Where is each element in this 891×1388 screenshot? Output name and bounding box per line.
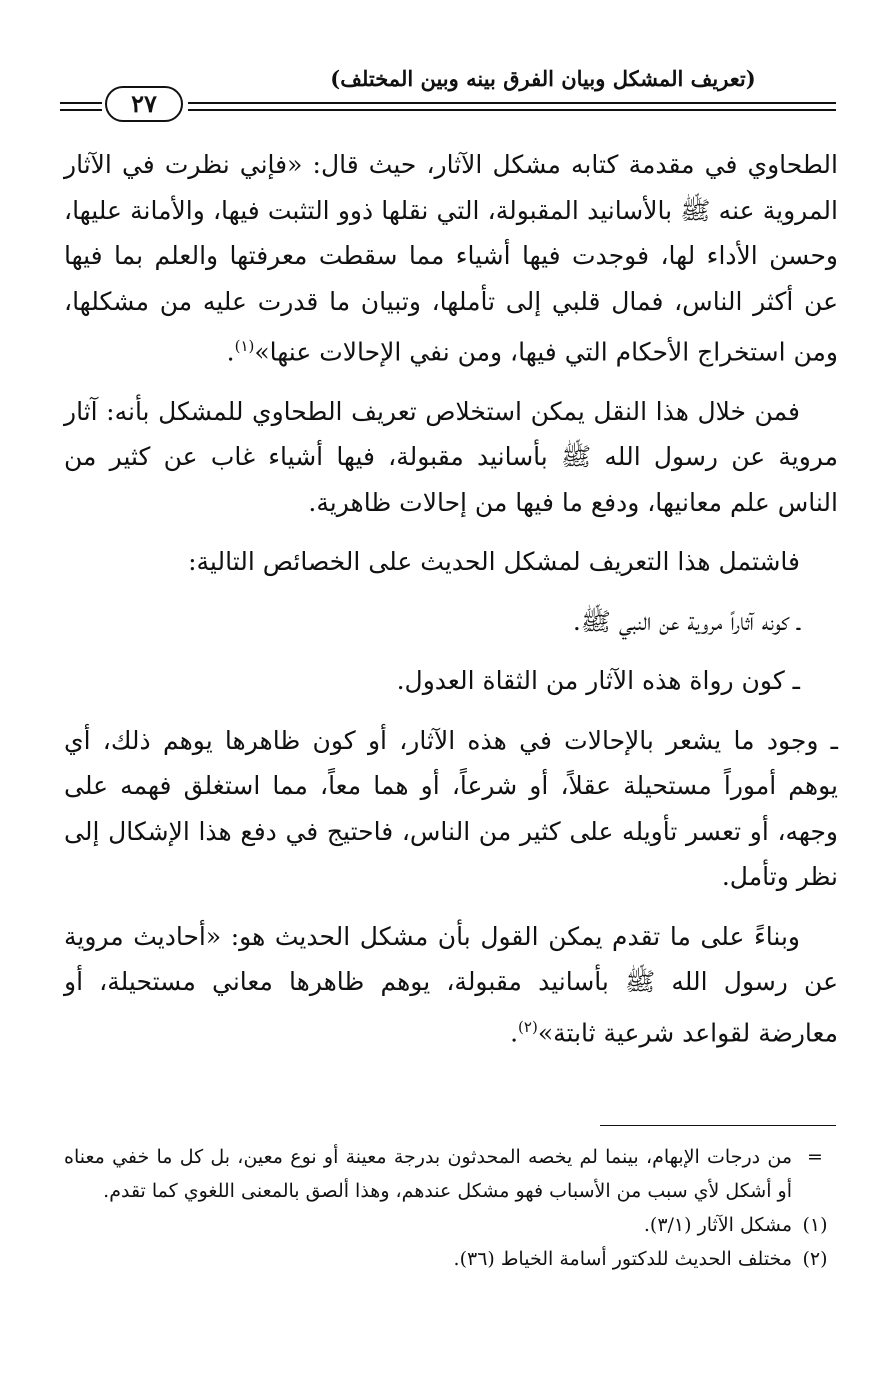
header-rule-right xyxy=(188,102,836,111)
footnote-text: من درجات الإبهام، بينما لم يخصه المحدثون بدرجة معينة أو نوع معين، بل كل ما خفي معناه أو أشكل لأي سبب من الأسباب فهو مشكل عندهم، وهذا ألصق بالمعنى اللغوي كما تقدم. xyxy=(64,1146,792,1202)
page-header xyxy=(60,66,836,136)
main-text xyxy=(64,142,838,1056)
footnote-item xyxy=(64,1242,838,1276)
footnote-number: (٢) xyxy=(802,1248,828,1270)
paragraph-definition: فمن خلال هذا النقل يمكن استخلاص تعريف الطحاوي للمشكل بأنه: آثار مروية عن رسول الله ﷺ بأسانيد مقبولة، فيها أشياء غاب عن كثير من الناس علم معانيها، ودفع ما فيها من إحالات ظاهرية. xyxy=(64,396,838,517)
footnotes xyxy=(64,1140,838,1276)
paragraph-end: . xyxy=(510,1018,519,1048)
footnote-ref-2: (٢) xyxy=(518,1017,538,1036)
paragraph-conclusion xyxy=(64,914,838,1056)
footnote-text: مختلف الحديث للدكتور أسامة الخياط (٣٦). xyxy=(453,1248,792,1270)
bullet-item-1: ـ كونه آثاراً مروية عن النبي ﷺ. xyxy=(572,606,800,636)
footnote-text: مشكل الآثار (٣/١). xyxy=(643,1214,792,1236)
paragraph-end: . xyxy=(226,337,235,367)
running-title: (تعريف المشكل وبيان الفرق بينه وبين المختلف) xyxy=(330,66,756,91)
paragraph-quote-tahawi xyxy=(64,142,838,375)
continuation-mark: = xyxy=(807,1146,823,1168)
footnote-ref-1: (١) xyxy=(234,337,255,355)
page-number: ٢٧ xyxy=(105,86,183,122)
header-rule-left xyxy=(60,102,102,111)
bullet-item-2: ـ كون رواة هذه الآثار من الثقاة العدول. xyxy=(396,666,800,696)
footnote-separator xyxy=(600,1125,836,1126)
footnote-item xyxy=(64,1208,838,1242)
footnote-continuation xyxy=(64,1140,838,1208)
footnote-number: (١) xyxy=(802,1214,828,1236)
paragraph-text: الطحاوي في مقدمة كتابه مشكل الآثار، حيث قال: «فإني نظرت في الآثار المروية عنه ﷺ بالأسانيد المقبولة، التي نقلها ذوو التثبت فيها، والأمانة عليها، وحسن الأداء لها، فوجدت فيها أشياء مما سقطت معرفتها والعلم بما فيها عن أكثر الناس، فمال قلبي إلى تأملها، وتبيان ما قدرت عليه من مشكلها، ومن استخراج الأحكام التي فيها، ومن نفي الإحالات عنها» xyxy=(64,150,838,367)
paragraph-text: وبناءً على ما تقدم يمكن القول بأن مشكل الحديث هو: «أحاديث مروية عن رسول الله ﷺ بأسانيد مقبولة، يوهم ظاهرها معاني مستحيلة، أو معارضة لقواعد شرعية ثابتة» xyxy=(64,921,838,1048)
bullet-item-3: ـ وجود ما يشعر بالإحالات في هذه الآثار، أو كون ظاهرها يوهم ذلك، أي يوهم أموراً مستحيلة عقلاً، أو شرعاً، أو هما معاً، مما استغلق فهمه على وجهه، أو تعسر تأويله على كثير من الناس، فاحتيج في دفع هذا الإشكال إلى نظر وتأمل. xyxy=(64,725,838,892)
paragraph-characteristics-intro: فاشتمل هذا التعريف لمشكل الحديث على الخصائص التالية: xyxy=(188,547,800,577)
